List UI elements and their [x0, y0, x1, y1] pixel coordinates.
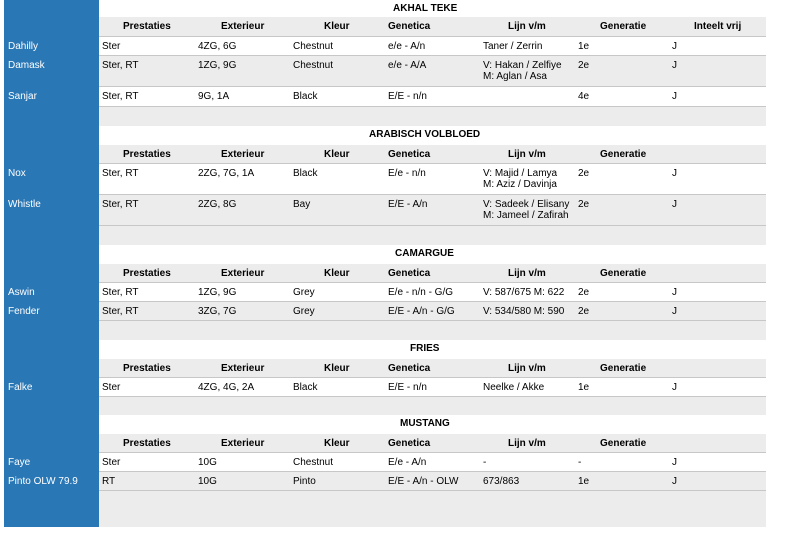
cell-lijn: V: 534/580 M: 590 [483, 306, 565, 317]
column-header-row [4, 145, 766, 164]
cell-exterieur: 2ZG, 7G, 1A [198, 168, 255, 179]
column-header-prestaties: Prestaties [123, 268, 171, 279]
column-header-exterieur: Exterieur [221, 268, 265, 279]
name-column-cell [4, 340, 99, 359]
spacer-row [4, 509, 766, 527]
name-column-cell [4, 378, 99, 397]
cell-lijn: M: Aglan / Asa [483, 71, 547, 82]
cell-generatie: 2e [578, 168, 590, 179]
cell-kleur: Grey [293, 306, 315, 317]
table-row [4, 453, 766, 472]
section-title-row [4, 340, 766, 359]
cell-prestaties: Ster, RT [102, 287, 139, 298]
table-row [4, 472, 766, 491]
section-title: MUSTANG [400, 418, 450, 429]
column-header-generatie: Generatie [600, 149, 647, 160]
column-header-exterieur: Exterieur [221, 363, 265, 374]
name-column-cell [4, 0, 99, 17]
cell-lijn: M: Jameel / Zafirah [483, 210, 569, 221]
table-row [4, 195, 766, 226]
cell-exterieur: 10G [198, 476, 217, 487]
name-column-cell [4, 17, 99, 37]
cell-genetica: E/E - A/n - OLW [388, 476, 459, 487]
horse-name: Falke [8, 382, 33, 393]
cell-kleur: Bay [293, 199, 311, 210]
column-header-prestaties: Prestaties [123, 438, 171, 449]
column-header-genetica: Genetica [388, 21, 431, 32]
column-header-generatie: Generatie [600, 438, 647, 449]
cell-lijn: 673/863 [483, 476, 520, 487]
column-header-exterieur: Exterieur [221, 21, 265, 32]
name-column-cell [4, 434, 99, 453]
cell-generatie: 4e [578, 91, 590, 102]
cell-exterieur: 2ZG, 8G [198, 199, 237, 210]
cell-inteelt: J [672, 91, 677, 102]
name-column-cell [4, 87, 99, 107]
column-header-row [4, 264, 766, 283]
cell-lijn: V: Sadeek / Elisany [483, 199, 570, 210]
cell-prestaties: Ster [102, 457, 121, 468]
spacer-row [4, 226, 766, 245]
spacer-row [4, 491, 766, 509]
cell-generatie: 2e [578, 199, 590, 210]
cell-genetica: E/E - n/n [388, 91, 427, 102]
column-header-exterieur: Exterieur [221, 149, 265, 160]
cell-kleur: Chestnut [293, 457, 334, 468]
column-header-prestaties: Prestaties [123, 21, 171, 32]
column-header-genetica: Genetica [388, 363, 431, 374]
cell-lijn: V: 587/675 M: 622 [483, 287, 565, 298]
cell-inteelt: J [672, 382, 677, 393]
horse-name: Damask [8, 60, 45, 71]
name-column-cell [4, 453, 99, 472]
cell-lijn: V: Hakan / Zelfiye [483, 60, 562, 71]
column-header-kleur: Kleur [324, 149, 350, 160]
cell-inteelt: J [672, 199, 677, 210]
column-header-generatie: Generatie [600, 21, 647, 32]
column-header-genetica: Genetica [388, 438, 431, 449]
column-header-inteelt: Inteelt vrij [694, 21, 742, 32]
name-column-cell [4, 472, 99, 491]
name-column-cell [4, 126, 99, 145]
name-column-cell [4, 302, 99, 321]
spacer-row [4, 397, 766, 415]
column-header-generatie: Generatie [600, 268, 647, 279]
horse-name: Nox [8, 168, 26, 179]
cell-prestaties: Ster, RT [102, 199, 139, 210]
horse-name: Pinto OLW 79.9 [8, 476, 78, 487]
cell-kleur: Black [293, 91, 318, 102]
name-column-cell [4, 491, 99, 509]
name-column-cell [4, 145, 99, 164]
name-column-cell [4, 359, 99, 378]
cell-generatie: 2e [578, 306, 590, 317]
cell-kleur: Pinto [293, 476, 316, 487]
name-column-cell [4, 283, 99, 302]
cell-kleur: Chestnut [293, 60, 334, 71]
name-column-cell [4, 164, 99, 195]
cell-prestaties: Ster, RT [102, 306, 139, 317]
cell-prestaties: Ster [102, 41, 121, 52]
cell-prestaties: RT [102, 476, 116, 487]
cell-kleur: Chestnut [293, 41, 334, 52]
cell-genetica: E/E - A/n [388, 199, 428, 210]
section-title-row [4, 415, 766, 434]
column-header-lijn: Lijn v/m [508, 363, 546, 374]
table-row [4, 87, 766, 107]
column-header-prestaties: Prestaties [123, 363, 171, 374]
name-column-cell [4, 264, 99, 283]
section-title-row [4, 0, 766, 17]
cell-exterieur: 1ZG, 9G [198, 60, 237, 71]
spacer-row [4, 107, 766, 126]
cell-genetica: E/e - A/n [388, 457, 427, 468]
cell-inteelt: J [672, 457, 677, 468]
cell-kleur: Black [293, 382, 318, 393]
name-column-cell [4, 509, 99, 527]
cell-exterieur: 1ZG, 9G [198, 287, 237, 298]
name-column-cell [4, 321, 99, 340]
cell-exterieur: 3ZG, 7G [198, 306, 237, 317]
cell-generatie: 1e [578, 41, 590, 52]
column-header-kleur: Kleur [324, 438, 350, 449]
cell-kleur: Black [293, 168, 318, 179]
table-row [4, 283, 766, 302]
name-column-cell [4, 415, 99, 434]
name-column-cell [4, 195, 99, 226]
cell-exterieur: 4ZG, 6G [198, 41, 237, 52]
table-row [4, 37, 766, 56]
column-header-kleur: Kleur [324, 268, 350, 279]
cell-inteelt: J [672, 168, 677, 179]
cell-generatie: 1e [578, 382, 590, 393]
column-header-row [4, 434, 766, 453]
section-title-row [4, 126, 766, 145]
section-title: CAMARGUE [395, 248, 454, 259]
cell-genetica: E/e - n/n [388, 168, 426, 179]
cell-inteelt: J [672, 41, 677, 52]
cell-prestaties: Ster [102, 382, 121, 393]
cell-exterieur: 10G [198, 457, 217, 468]
section-title: FRIES [410, 343, 440, 354]
cell-genetica: E/e - n/n - G/G [388, 287, 454, 298]
name-column-cell [4, 397, 99, 415]
cell-exterieur: 9G, 1A [198, 91, 230, 102]
horse-name: Fender [8, 306, 40, 317]
cell-genetica: e/e - A/A [388, 60, 427, 71]
column-header-lijn: Lijn v/m [508, 438, 546, 449]
column-header-prestaties: Prestaties [123, 149, 171, 160]
column-header-row [4, 17, 766, 37]
horse-name: Whistle [8, 199, 41, 210]
cell-lijn: Taner / Zerrin [483, 41, 543, 52]
cell-lijn: M: Aziz / Davinja [483, 179, 557, 190]
cell-lijn: - [483, 457, 487, 468]
cell-generatie: 1e [578, 476, 590, 487]
horse-name: Aswin [8, 287, 35, 298]
cell-exterieur: 4ZG, 4G, 2A [198, 382, 255, 393]
name-column-cell [4, 226, 99, 245]
horse-name: Sanjar [8, 91, 37, 102]
column-header-lijn: Lijn v/m [508, 149, 546, 160]
cell-genetica: E/E - A/n - G/G [388, 306, 455, 317]
section-title: AKHAL TEKE [393, 3, 458, 14]
section-title-row [4, 245, 766, 264]
cell-prestaties: Ster, RT [102, 91, 139, 102]
cell-generatie: 2e [578, 60, 590, 71]
cell-inteelt: J [672, 476, 677, 487]
horse-name: Faye [8, 457, 31, 468]
name-column-cell [4, 56, 99, 87]
table-row [4, 302, 766, 321]
cell-prestaties: Ster, RT [102, 168, 139, 179]
name-column-cell [4, 37, 99, 56]
table-row [4, 56, 766, 87]
cell-kleur: Grey [293, 287, 315, 298]
horse-table [4, 0, 766, 527]
cell-inteelt: J [672, 60, 677, 71]
column-header-genetica: Genetica [388, 268, 431, 279]
spacer-row [4, 321, 766, 340]
section-title: ARABISCH VOLBLOED [369, 129, 481, 140]
cell-generatie: 2e [578, 287, 590, 298]
column-header-kleur: Kleur [324, 363, 350, 374]
column-header-generatie: Generatie [600, 363, 647, 374]
table-row [4, 164, 766, 195]
name-column-cell [4, 245, 99, 264]
column-header-exterieur: Exterieur [221, 438, 265, 449]
cell-inteelt: J [672, 287, 677, 298]
column-header-lijn: Lijn v/m [508, 268, 546, 279]
cell-prestaties: Ster, RT [102, 60, 139, 71]
cell-generatie: - [578, 457, 582, 468]
horse-name: Dahilly [8, 41, 39, 52]
column-header-row [4, 359, 766, 378]
cell-inteelt: J [672, 306, 677, 317]
name-column-cell [4, 107, 99, 126]
column-header-lijn: Lijn v/m [508, 21, 546, 32]
cell-lijn: Neelke / Akke [483, 382, 545, 393]
cell-genetica: e/e - A/n [388, 41, 426, 52]
table-row [4, 378, 766, 397]
cell-lijn: V: Majid / Lamya [483, 168, 558, 179]
cell-genetica: E/E - n/n [388, 382, 427, 393]
column-header-genetica: Genetica [388, 149, 431, 160]
column-header-kleur: Kleur [324, 21, 350, 32]
